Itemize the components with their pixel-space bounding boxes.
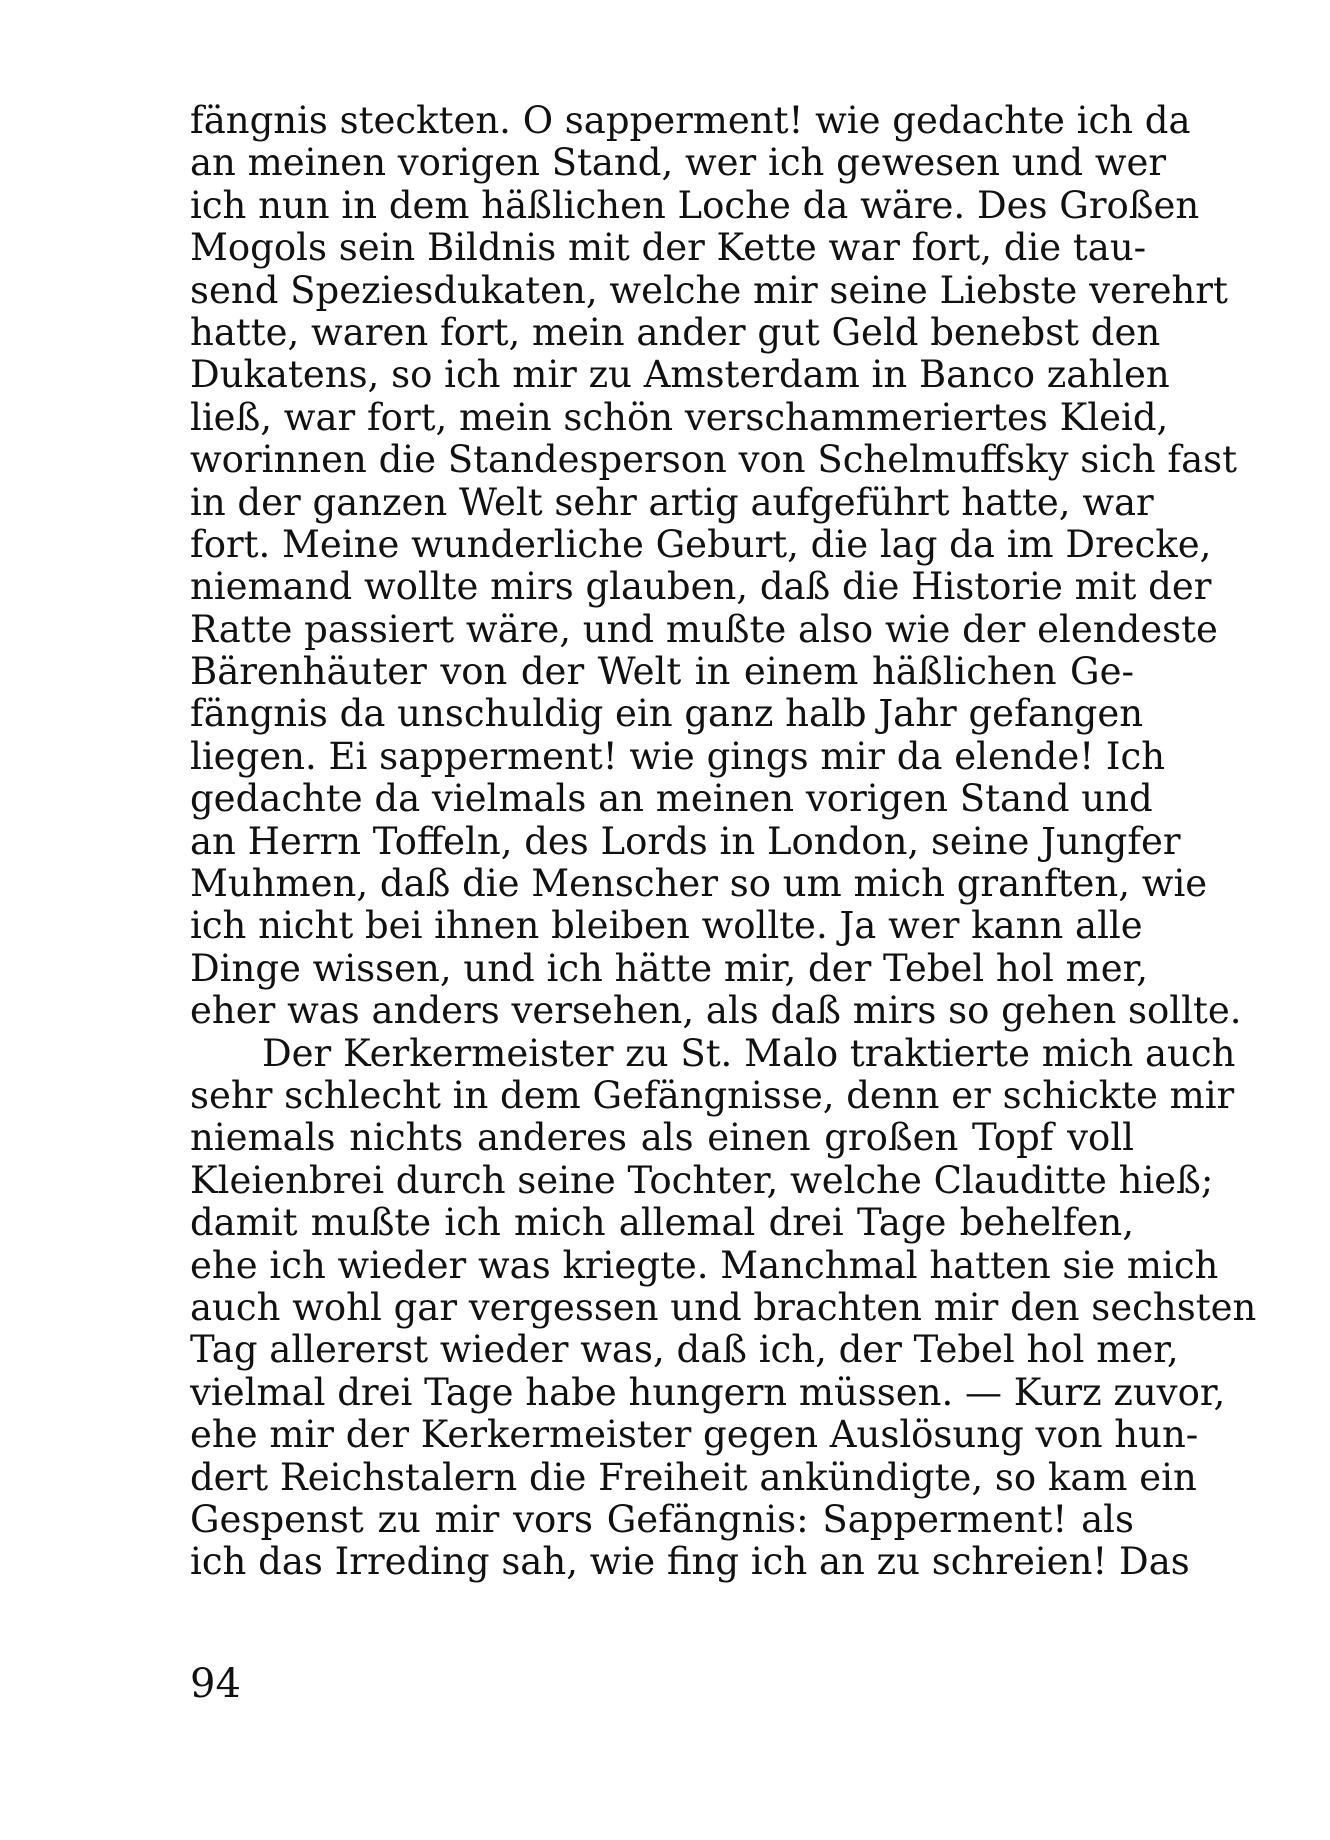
text-line: Gespenst zu mir vors Gefängnis: Sapperment! als: [190, 1497, 1134, 1541]
text-line: fort. Meine wunderliche Geburt, die lag da im Drecke,: [190, 522, 1212, 566]
text-line: Ratte passiert wäre, und mußte also wie der elendeste: [190, 607, 1218, 651]
text-line: dert Reichstalern die Freiheit ankündigte, so kam ein: [190, 1455, 1197, 1499]
text-line: vielmal drei Tage habe hungern müssen. — Kurz zuvor,: [190, 1370, 1226, 1414]
text-line: Kleienbrei durch seine Tochter, welche Clauditte hieß;: [190, 1158, 1214, 1202]
text-line: fängnis da unschuldig ein ganz halb Jahr gefangen: [190, 692, 1144, 736]
text-line: worinnen die Standesperson von Schelmuffsky sich fast: [190, 438, 1238, 482]
text-line: ich nicht bei ihnen bleiben wollte. Ja wer kann alle: [190, 904, 1143, 948]
text-line: Dinge wissen, und ich hätte mir, der Tebel hol mer,: [190, 946, 1148, 990]
text-line: an Herrn Toffeln, des Lords in London, seine Jungfer: [190, 819, 1181, 863]
text-line: ließ, war fort, mein schön verschammeriertes Kleid,: [190, 395, 1169, 439]
text-line: Mogols sein Bildnis mit der Kette war fort, die tau-: [190, 226, 1147, 270]
text-line-paragraph-start: Der Kerkermeister zu St. Malo traktierte mich auch: [262, 1031, 1236, 1075]
page-text: [190, 99, 1257, 1584]
text-line: ich das Irreding sah, wie fing ich an zu schreien! Das: [190, 1540, 1190, 1584]
text-line: sehr schlecht in dem Gefängnisse, denn er schickte mir: [190, 1073, 1235, 1117]
text-line: ich nun in dem häßlichen Loche da wäre. Des Großen: [190, 183, 1200, 227]
text-line: ehe mir der Kerkermeister gegen Auslösung von hun-: [190, 1413, 1199, 1457]
text-line-paragraph-end: eher was anders versehen, als daß mirs so gehen sollte.: [190, 989, 1242, 1033]
text-line: Bärenhäuter von der Welt in einem häßlichen Ge-: [190, 650, 1134, 694]
text-line: auch wohl gar vergessen und brachten mir den sechsten: [190, 1285, 1257, 1329]
text-line: liegen. Ei sapperment! wie gings mir da elende! Ich: [190, 734, 1166, 778]
page-number: 94: [190, 1661, 241, 1707]
text-line: Muhmen, daß die Menscher so um mich granften, wie: [190, 862, 1208, 906]
text-line: an meinen vorigen Stand, wer ich gewesen und wer: [190, 141, 1167, 185]
text-line: ehe ich wieder was kriegte. Manchmal hatten sie mich: [190, 1243, 1219, 1287]
text-line: in der ganzen Welt sehr artig aufgeführt hatte, war: [190, 480, 1154, 524]
text-line: gedachte da vielmals an meinen vorigen Stand und: [190, 777, 1153, 821]
text-line: Tag allererst wieder was, daß ich, der Tebel hol mer,: [190, 1328, 1179, 1372]
text-line: hatte, waren fort, mein ander gut Geld benebst den: [190, 310, 1161, 354]
text-line: niemand wollte mirs glauben, daß die Historie mit der: [190, 565, 1212, 609]
text-line: Dukatens, so ich mir zu Amsterdam in Banco zahlen: [190, 353, 1170, 397]
text-line: fängnis steckten. O sapperment! wie gedachte ich da: [190, 99, 1191, 142]
text-line: niemals nichts anderes als einen großen Topf voll: [190, 1116, 1134, 1160]
text-line: send Speziesdukaten, welche mir seine Liebste verehrt: [190, 268, 1228, 312]
text-line: damit mußte ich mich allemal drei Tage behelfen,: [190, 1201, 1134, 1245]
